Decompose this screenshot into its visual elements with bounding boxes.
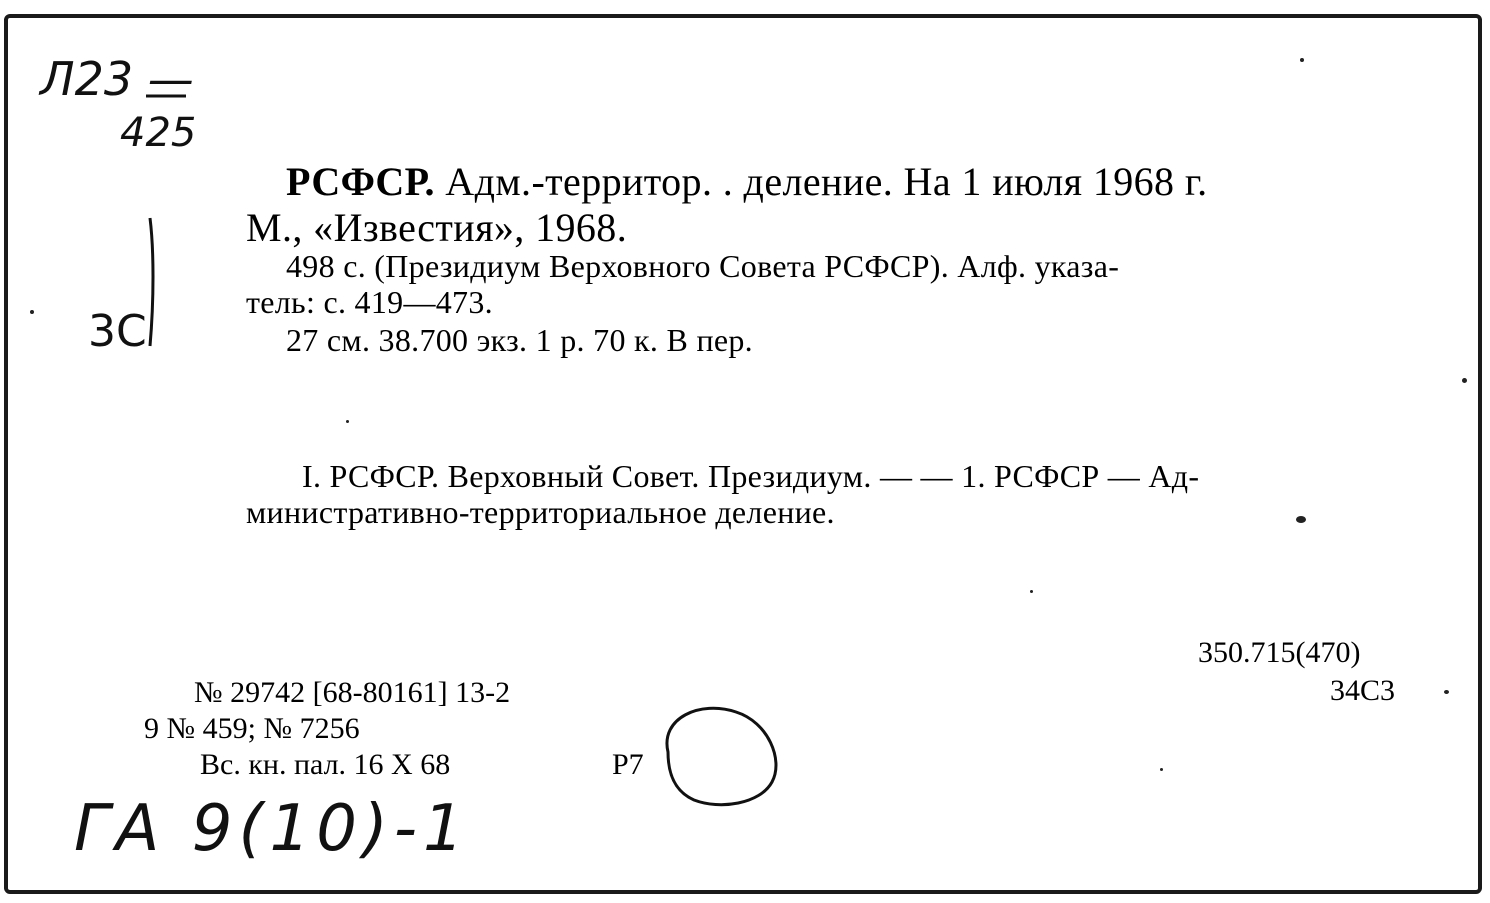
scan-speck <box>1444 690 1449 694</box>
registration-line1: № 29742 [68-80161] 13-2 <box>194 676 511 709</box>
handwritten-side-mark: 3С <box>88 306 147 357</box>
registration-line2: 9 № 459; № 7256 <box>144 712 360 745</box>
entry-imprint: М., «Известия», 1968. <box>246 205 628 250</box>
handwritten-bottom-code: ГА 9(10)-1 <box>74 792 470 866</box>
registration-line3: Вс. кн. пал. 16 X 68 <box>200 748 451 781</box>
scan-speck <box>1462 378 1467 383</box>
scan-speck <box>1030 590 1033 593</box>
scan-speck <box>346 420 349 423</box>
entry-pages-line1: 498 с. (Президиум Верховного Совета РСФСР). Алф. указа- <box>286 248 1120 284</box>
handwritten-call-number-top: Л23 — <box>40 52 194 106</box>
entry-format-line: 27 см. 38.700 экз. 1 р. 70 к. В пер. <box>286 322 753 358</box>
stamp-circle <box>667 708 776 804</box>
classification-udc: 350.715(470) <box>1198 636 1361 669</box>
entry-title: Адм.-территор. . деление. На 1 июля 1968 г. <box>445 159 1208 204</box>
handwritten-call-number-bottom: 425 <box>120 110 197 156</box>
entry-heading: РСФСР. <box>286 159 435 204</box>
scan-speck <box>1160 768 1163 771</box>
subjects-line1: I. РСФСР. Верховный Совет. Президиум. — — 1. РСФСР — Ад- <box>302 458 1200 494</box>
scan-speck <box>30 310 34 314</box>
handwritten-bracket-stroke <box>150 218 153 346</box>
subjects-line2: министративно-территориальное деление. <box>246 494 835 530</box>
scan-speck <box>1300 58 1304 62</box>
entry-pages-line2: тель: с. 419—473. <box>246 284 493 320</box>
stamp-label: Р7 <box>612 748 644 781</box>
classification-author-mark: 34С3 <box>1330 674 1396 707</box>
scan-speck <box>1296 516 1306 523</box>
